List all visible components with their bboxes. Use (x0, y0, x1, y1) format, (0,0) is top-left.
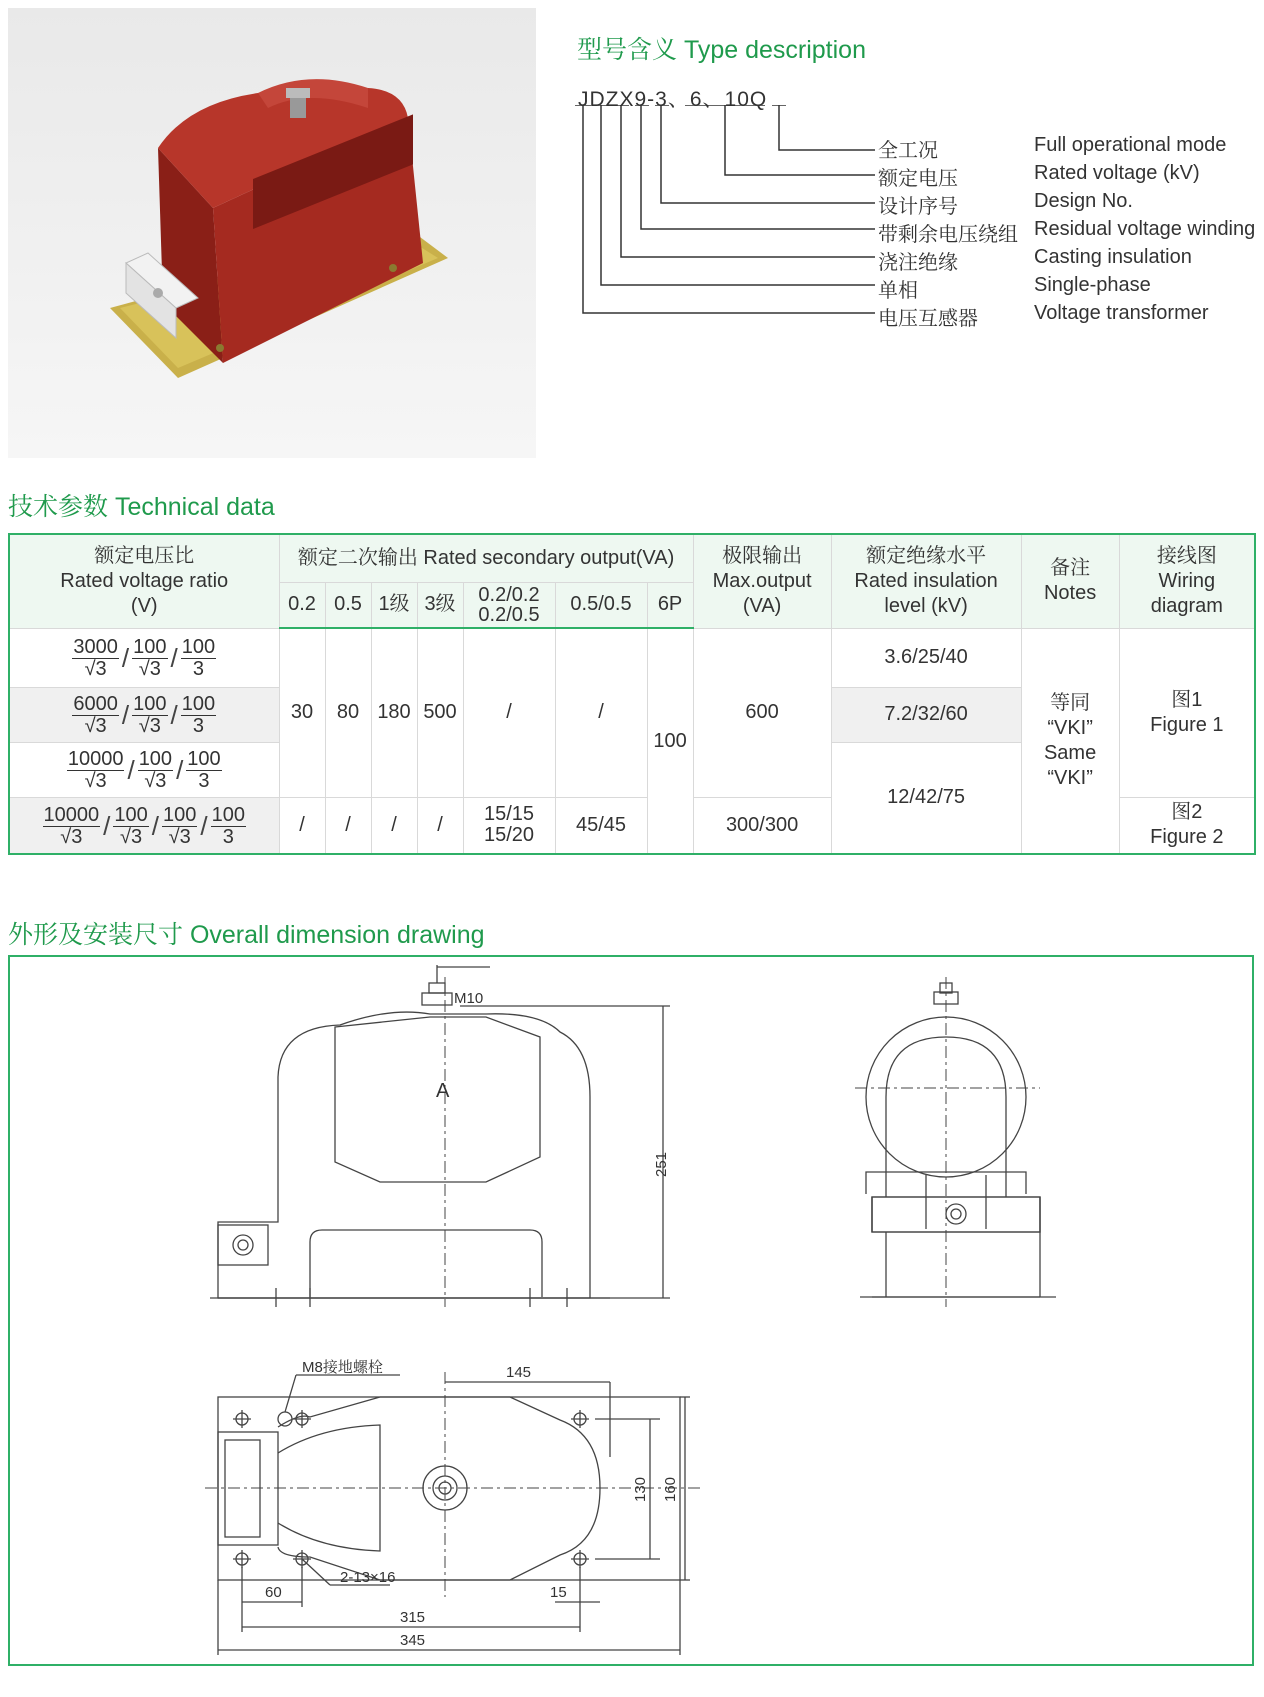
max-output-value: 300/300 (693, 797, 831, 854)
insulation-value: 7.2/32/60 (831, 687, 1021, 742)
technical-data-title: 技术参数 Technical data (8, 493, 275, 521)
notes-cell: 等同 “VKI” Same “VKI” (1021, 628, 1119, 854)
transformer-photo-icon (8, 8, 536, 458)
dimension-drawing-title: 外形及安装尺寸 Overall dimension drawing (8, 921, 485, 949)
label-160: 160 (662, 1476, 679, 1502)
type-description-title: 型号含义 Type description (577, 36, 866, 64)
type-item: 全工况 Full operational mode (878, 134, 1227, 162)
6p-value: 100 (647, 628, 693, 854)
label-251: 251 (653, 1151, 670, 1177)
label-315: 315 (400, 1609, 426, 1626)
class-header: 3级 (417, 582, 463, 628)
header-voltage-ratio: 额定电压比 Rated voltage ratio (V) (9, 534, 279, 628)
type-item: 浇注绝缘 Casting insulation (878, 246, 1192, 274)
label-a: A (436, 1080, 450, 1102)
technical-data-table (8, 533, 1256, 855)
product-photo (8, 8, 536, 458)
ratio-cell: 3000 √3 / 100 √3 / 100 3 (9, 628, 279, 687)
label-m8: M8接地螺栓 (302, 1359, 383, 1376)
header-wiring: 接线图 Wiring diagram (1119, 534, 1255, 628)
type-item: 额定电压 Rated voltage (kV) (878, 162, 1200, 190)
label-130: 130 (632, 1476, 649, 1502)
table-row: 3000 √3 / 100 √3 / 100 3 30 80 180 500 / / 100 600 3.6/25/40 等同 “VKI” Same “VKI” 图1 Figure 1 (9, 628, 1255, 687)
label-holes: 2-13×16 (340, 1569, 396, 1586)
max-output-value: 600 (693, 628, 831, 797)
type-item: 电压互感器 Voltage transformer (878, 302, 1209, 330)
wiring-cell: 图2 Figure 2 (1119, 797, 1255, 854)
model-code: JDZX9-3、6、10Q (578, 88, 768, 111)
ratio-cell: 10000 √3 / 100 √3 / 100 3 (9, 742, 279, 797)
class-header: 0.2 (279, 582, 325, 628)
header-insulation: 额定绝缘水平 Rated insulation level (kV) (831, 534, 1021, 628)
class-header: 0.2/0.2 0.2/0.5 (463, 582, 555, 628)
insulation-value: 3.6/25/40 (831, 628, 1021, 687)
class-header: 0.5 (325, 582, 371, 628)
wiring-cell: 图1 Figure 1 (1119, 628, 1255, 797)
type-item: 设计序号 Design No. (878, 190, 1133, 218)
label-15: 15 (550, 1584, 567, 1601)
header-secondary-output: 额定二次输出 Rated secondary output(VA) (279, 534, 693, 582)
header-notes: 备注 Notes (1021, 534, 1119, 628)
label-145: 145 (506, 1364, 532, 1381)
type-item: 带剩余电压绕组 Residual voltage winding (878, 218, 1256, 246)
insulation-value: 12/42/75 (831, 742, 1021, 854)
ratio-cell: 10000 √3 / 100 √3 / 100 √3 / 100 3 (9, 797, 279, 854)
label-m10: M10 (454, 990, 484, 1007)
table-row: 10000 √3 / 100 √3 / 100 √3 / 100 3 / / / / 15/15 15/20 45/45 300/300 图2 Figure 2 (9, 797, 1255, 854)
class-header: 1级 (371, 582, 417, 628)
ratio-cell: 6000 √3 / 100 √3 / 100 3 (9, 687, 279, 742)
class-header: 6P (647, 582, 693, 628)
dimension-drawing (10, 957, 1252, 1664)
header-max-output: 极限输出 Max.output (VA) (693, 534, 831, 628)
class-header: 0.5/0.5 (555, 582, 647, 628)
label-60: 60 (265, 1584, 282, 1601)
label-345: 345 (400, 1632, 426, 1649)
model-code-leader-lines (575, 105, 885, 320)
type-item: 单相 Single-phase (878, 274, 1151, 302)
